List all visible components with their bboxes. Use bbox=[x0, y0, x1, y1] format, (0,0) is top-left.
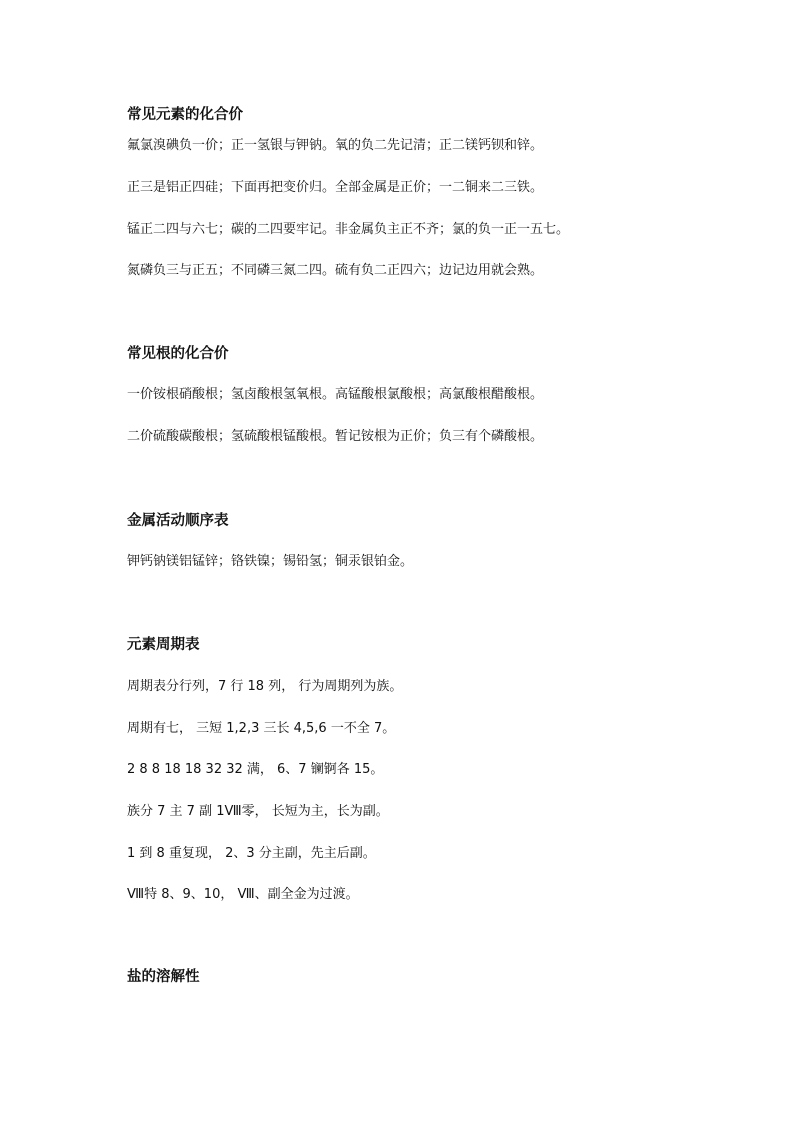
text-line: 二价硫酸碳酸根；氢硫酸根锰酸根。暂记铵根为正价；负三有个磷酸根。 bbox=[127, 429, 544, 444]
text-line: 正三是铝正四硅；下面再把变价归。全部金属是正价；一二铜来二三铁。 bbox=[127, 180, 544, 195]
text-line: 氟氯溴碘负一价；正一氢银与钾钠。氧的负二先记清；正二镁钙钡和锌。 bbox=[127, 138, 544, 153]
section-heading-salt-solubility: 盐的溶解性 bbox=[127, 969, 200, 985]
text-line: Ⅷ特 8、9、10， Ⅷ、副全金为过渡。 bbox=[127, 887, 359, 902]
text-line: 族分 7 主 7 副 1Ⅷ零， 长短为主，长为副。 bbox=[127, 804, 389, 819]
text-line: 周期表分行列，7 行 18 列， 行为周期列为族。 bbox=[127, 679, 403, 694]
text-line: 2 8 8 18 18 32 32 满， 6、7 镧锕各 15。 bbox=[127, 762, 384, 777]
text-line: 钾钙钠镁铝锰锌；铬铁镍；锡铅氢；铜汞银铂金。 bbox=[127, 554, 414, 569]
text-line: 一价铵根硝酸根；氢卤酸根氢氧根。高锰酸根氯酸根；高氯酸根醋酸根。 bbox=[127, 387, 544, 402]
text-line: 锰正二四与六七；碳的二四要牢记。非金属负主正不齐；氯的负一正一五七。 bbox=[127, 222, 570, 237]
text-line: 周期有七， 三短 1,2,3 三长 4,5,6 一不全 7。 bbox=[127, 721, 396, 736]
section-heading-periodic-table: 元素周期表 bbox=[127, 637, 200, 653]
text-line: 1 到 8 重复现， 2、3 分主副，先主后副。 bbox=[127, 846, 376, 861]
section-heading-radical-valence: 常见根的化合价 bbox=[127, 346, 229, 362]
section-heading-metal-activity: 金属活动顺序表 bbox=[127, 513, 229, 529]
text-line: 氮磷负三与正五；不同磷三氮二四。硫有负二正四六；边记边用就会熟。 bbox=[127, 263, 544, 278]
section-heading-element-valence: 常见元素的化合价 bbox=[127, 107, 243, 123]
